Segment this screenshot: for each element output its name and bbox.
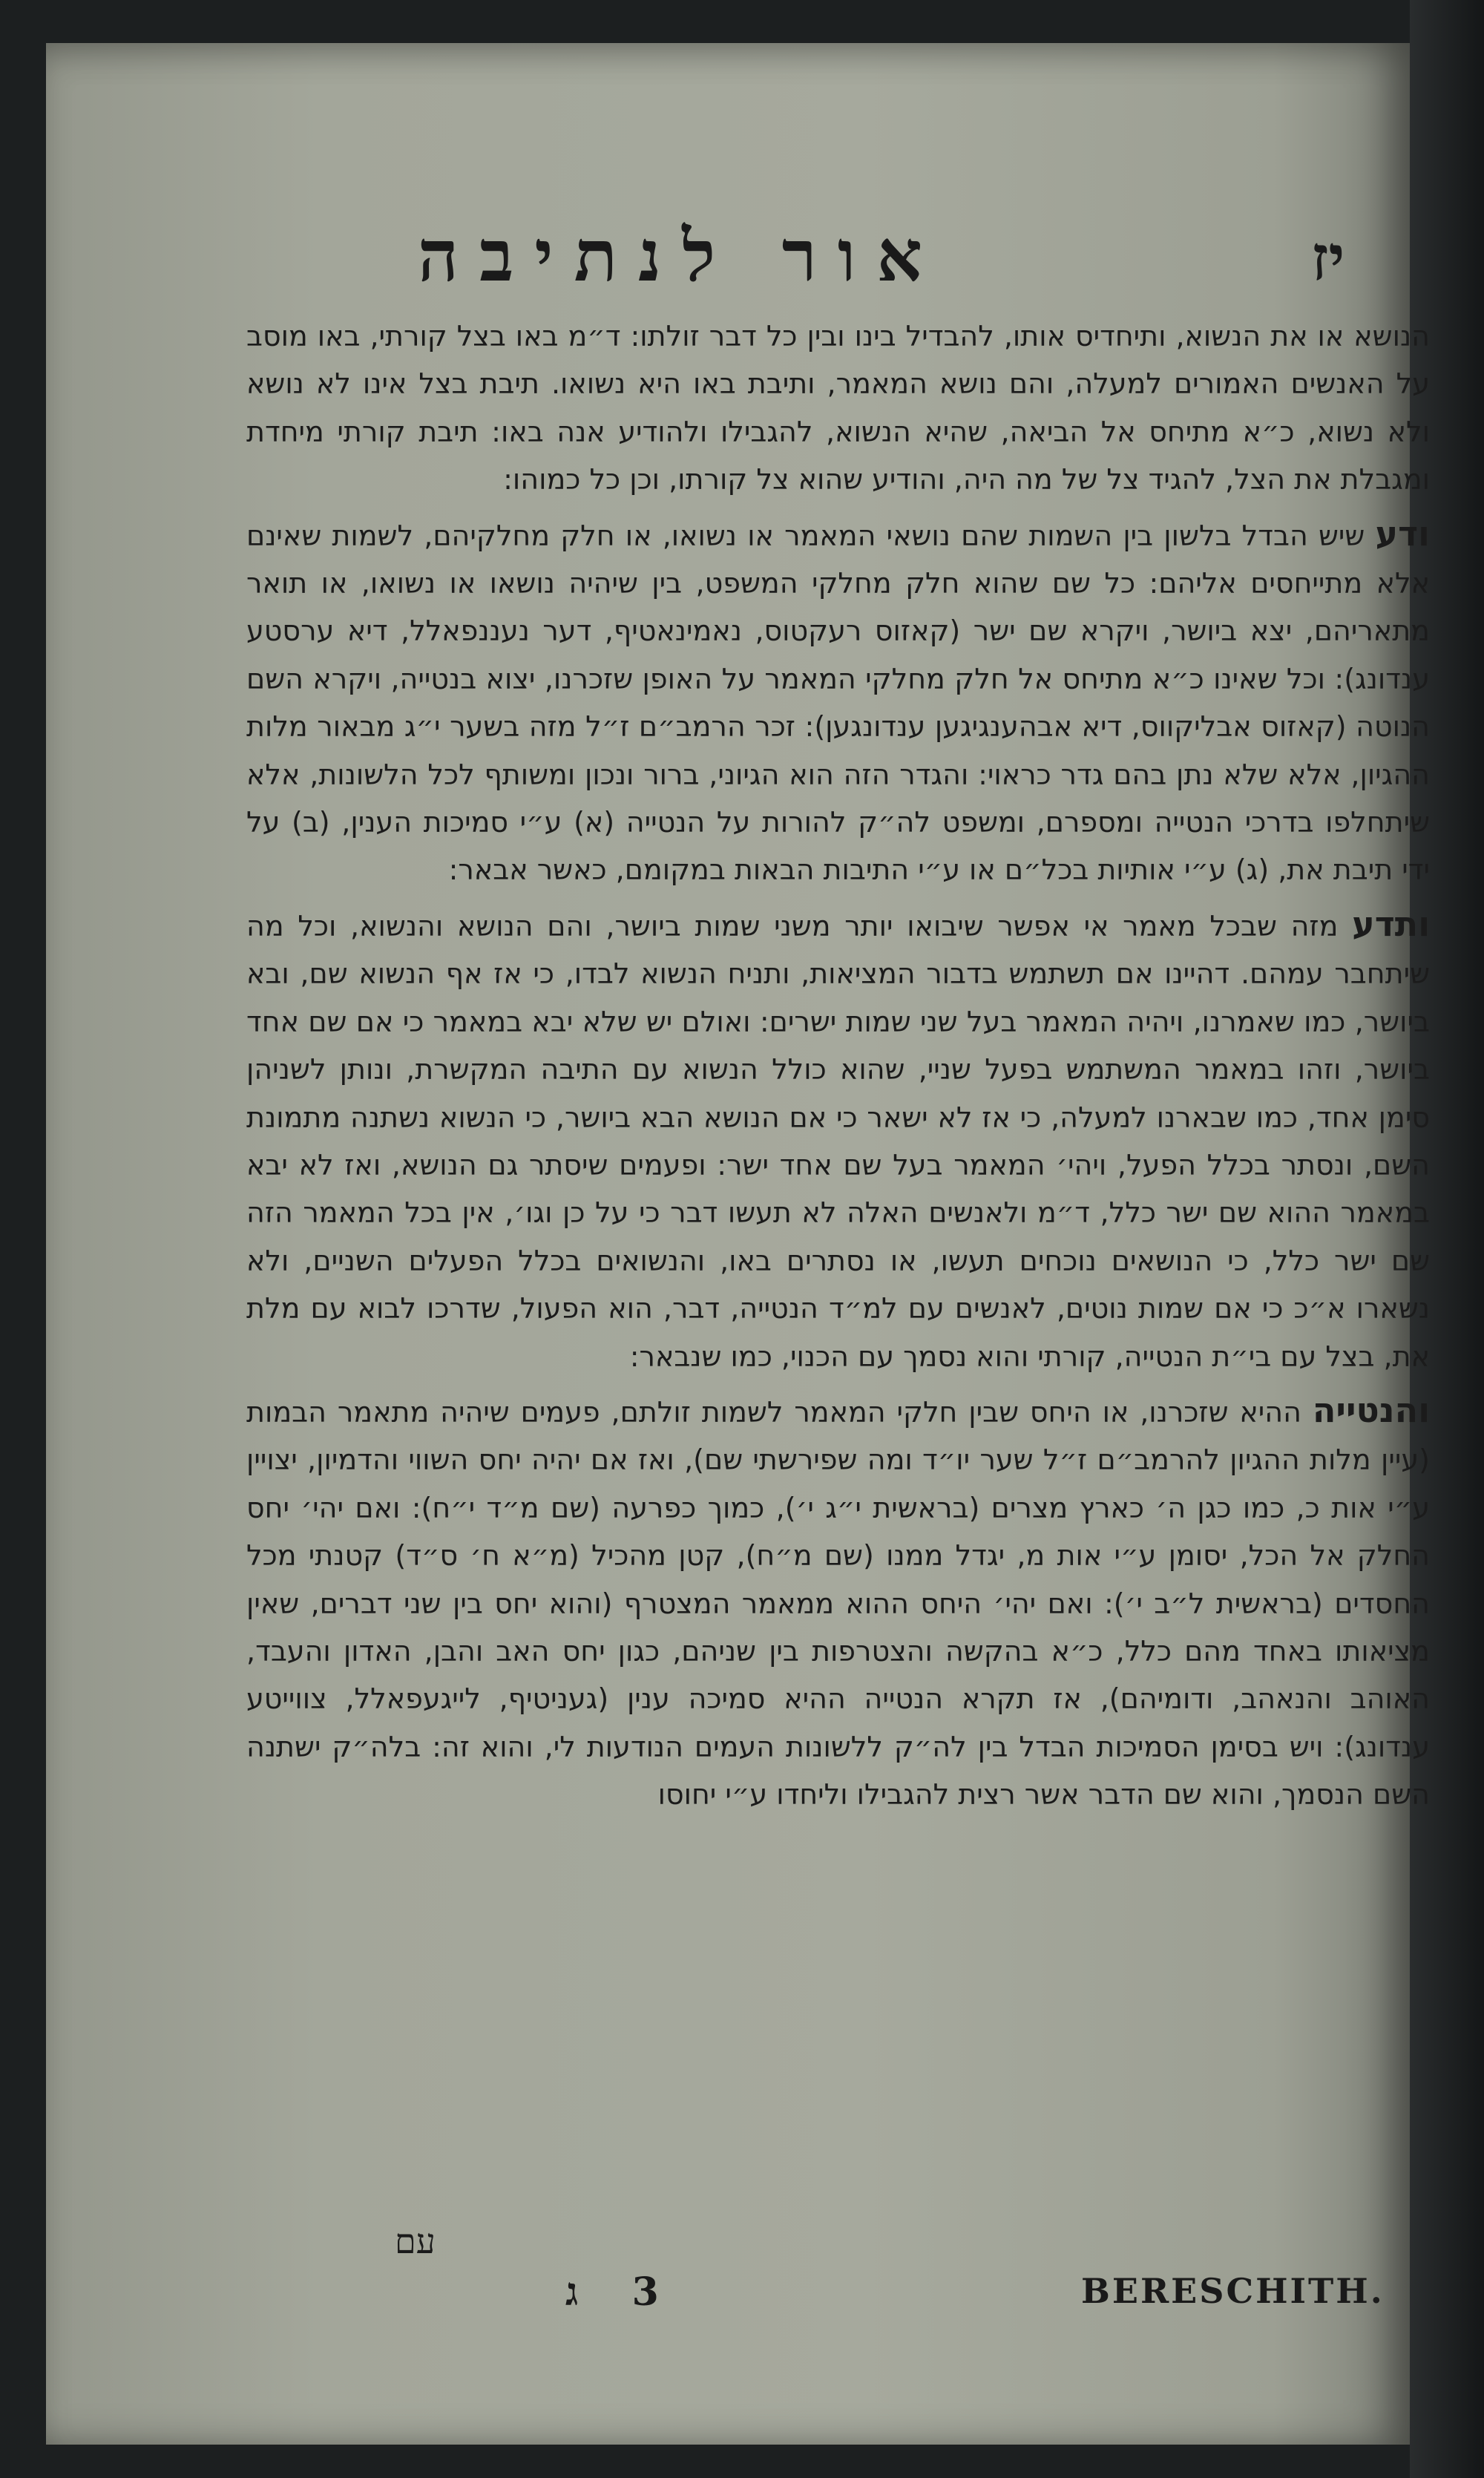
- paragraph-lead-word: והנטייה: [1312, 1389, 1430, 1430]
- paragraph: [246, 900, 1430, 1380]
- paragraph-text: ההיא שזכרנו, או היחס שבין חלקי המאמר לשמות זולתם, פעמים שיהיה מתאמר הבמות (עיין מלות ההגיון להרמב״ם ז״ל שער יו״ד ומה שפירשתי שם), ואז אם יהיה יחס השווי והדמיון, יצויין ע״י אות כ, כמו כגן ה׳ כארץ מצרים (בראשית י״ג י׳), כמוך כפרעה (שם מ״ד י״ח): ואם יהי׳ יחס החלק אל הכל, יסומן ע״י אות מ, יגדל ממנו (שם מ״ח), קטן מהכיל (מ״א ח׳ ס״ד) קטנתי מכל החסדים (בראשית ל״ב י׳): ואם יהי׳ היחס ההוא ממאמר המצטרף (והוא יחס בין שני דברים, שאין מציאותו באחד מהם כלל, כ״א בהקשה והצטרפות בין שניהם, כגון יחס האב והבן, האדון והעבד, האוהב והנאהב, ודומיהם), אז תקרא הנטייה ההיא סמיכה ענין (געניטיף, לייגעפאלל, צווייטע ענדונג): ויש בסימן הסמיכות הבדל בין לה״ק ללשונות העמים הנודעות לי, והוא זה: בלה״ק ישתנה השם הנסמך, והוא שם הדבר אשר רצית להגבילו וליחדו ע״י יחוסו: [246, 1395, 1430, 1812]
- signature-mark: [565, 2269, 659, 2315]
- book-page: [46, 43, 1430, 2445]
- paragraph-text: מזה שבכל מאמר אי אפשר שיבואו יותר משני שמות ביושר, והם הנושא והנשוא, וכל מה שיתחבר עמהם. דהיינו אם תשתמש בדבור המציאות, ותניח הנשוא לבדו, כי אז אף הנשוא שם, ובא ביושר, כמו שאמרנו, ויהיה המאמר בעל שני שמות ישרים: ואולם יש שלא יבא במאמר כי אם שם אחד ביושר, וזהו במאמר המשתמש בפעל שניי, שהוא כולל הנשוא עם התיבה המקשרת, ונותן לשניהן סימן אחד, כמו שבארנו למעלה, כי אז לא ישאר כי אם הנושא הבא ביושר, כי הנשוא נשתנה מתמונת השם, ונסתר בכלל הפעל, ויהי׳ המאמר בעל שם אחד ישר: ופעמים שיסתר גם הנושא, ואז לא יבא במאמר ההוא שם ישר כלל, ד״מ ולאנשים האלה לא תעשו דבר כי על כן וגו׳, אין בכל המאמר הזה שם ישר כלל, כי הנושאים נוכחים תעשו, או נסתרים באו, והנשואים בכלל הפעלים השניים, ולא נשארו א״כ כי אם שמות נוטים, לאנשים עם למ״ד הנטייה, דבר, הוא הפעול, שדרכו לבוא עם מלת את, בצל עם בי״ת הנטייה, קורתי והוא נסמך עם הכנוי, כמו שנבאר:: [246, 909, 1430, 1373]
- paragraph-lead-word: ותדע: [1352, 903, 1430, 944]
- signature-hebrew-letter: ג: [565, 2269, 579, 2315]
- paragraph: [246, 510, 1430, 894]
- page-header: [46, 184, 1410, 298]
- page-footer: [46, 2262, 1410, 2329]
- paragraph-text: הנושא או את הנשוא, ותיחדיס אותו, להבדיל בינו ובין כל דבר זולתו: ד״מ באו בצל קורתי, באו מוסב על האנשים האמורים למעלה, והם נושא המאמר, ותיבת באו היא נשואו. תיבת בצל אינו לא נושא ולא נשוא, כ״א מתיחס אל הביאה, שהיא הנשוא, להגבילו ולהודיע אנה באו: תיבת קורתי מיחדת ומגבלת את הצל, להגיד צל של מה היה, והודיע שהוא צל קורתו, וכן כל כמוהו:: [246, 320, 1430, 496]
- page-number: יז: [1311, 221, 1345, 295]
- paragraph-lead-word: ודע: [1375, 513, 1430, 554]
- paragraph: [246, 1386, 1430, 1819]
- signature-number: 3: [631, 2269, 659, 2315]
- main-text: [246, 310, 1430, 1825]
- running-title: אור לנתיבה: [417, 214, 944, 298]
- catch-word: עם: [395, 2221, 436, 2261]
- paragraph: [246, 310, 1430, 504]
- signature-title: BERESCHITH.: [1081, 2271, 1385, 2311]
- paragraph-text: שיש הבדל בלשון בין השמות שהם נושאי המאמר או נשואו, או חלק מחלקיהם, לשמות שאינם אלא מתייחסים אליהם: כל שם שהוא חלק מחלקי המשפט, בין שיהיה נושאו או נשואו, או תואר מתאריהם, יצא ביושר, ויקרא שם ישר (קאזוס רעקטוס, נאמינאטיף, דער נעננפאלל, דיא ערסטע ענדונג): וכל שאינו כ״א מתיחס אל חלק מחלקי המאמר על האופן שזכרנו, יצוא בנטייה, ויקרא השם הנוטה (קאזוס אבליקווס, דיא אבהענגיגען ענדונגען): זכר הרמב״ם ז״ל מזה בשער י״ג מבאור מלות ההגיון, אלא שלא נתן בהם גדר כראוי: והגדר הזה הוא הגיוני, ברור ונכון ומשותף לכל הלשונות, אלא שיתחלפו בדרכי הנטייה ומספרם, ומשפט לה״ק להורות על הנטייה (א) ע״י סמיכות הענין, (ב) על ידי תיבת את, (ג) ע״י אותיות בכל״ם או ע״י התיבות הבאות במקומם, כאשר אבאר:: [246, 519, 1430, 887]
